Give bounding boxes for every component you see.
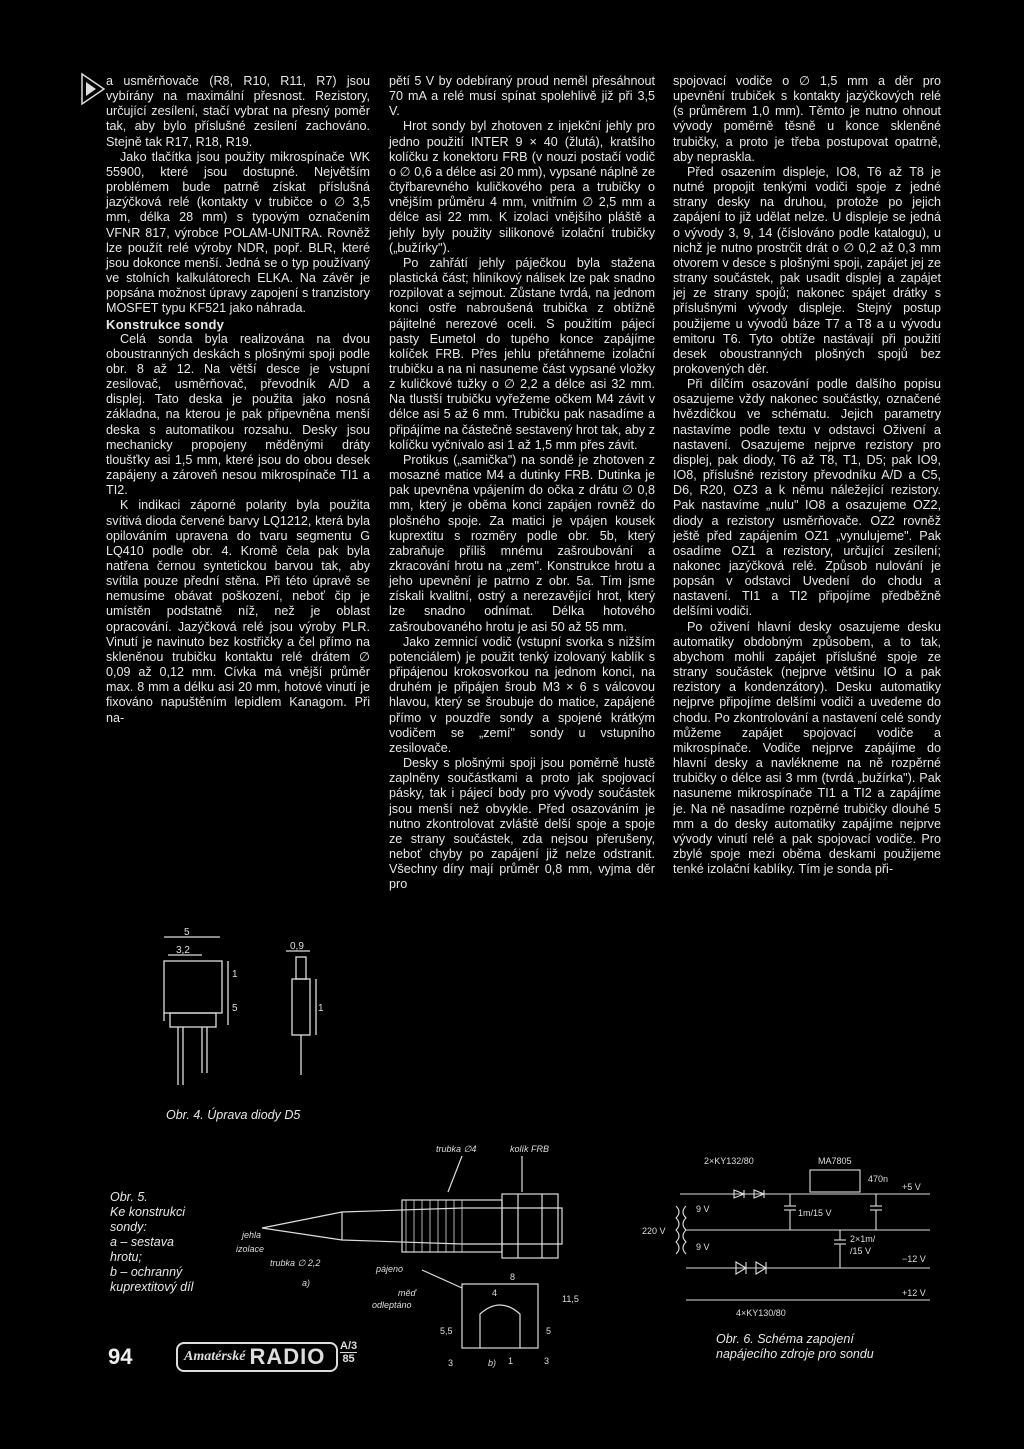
issue-number [340,1340,357,1365]
fig5-label: měď [398,1288,417,1298]
corner-mark-icon [80,72,106,106]
fig5-label: izolace [236,1244,265,1254]
magazine-logo [176,1342,338,1372]
dim-label: 1 [232,969,238,980]
paragraph: K indikaci záporné polarity byla použita svítivá dioda červené barvy LQ1212, která byla opilováním upravena do tvaru segmentu G LQ410 podle obr. 4. Kromě čela pak byla natřena černou syntetickou barvou tak, aby svítila pouze přední stěna. Při této úpravě se nemusíme obávat poškození, neboť čip je umístěn podstatně níž, než je oblast opracování. Jazýčková relé jsou výroby PLR. Vinutí je navinuto bez kostřičky a čel přímo na skleněnou trubičku kontaktu relé drátem ∅ 0,09 až 0,12 mm. Cívka má vnější průměr max. 8 mm a délku asi 20 mm, hotové vinutí je fixováno napuštěním lepidlem Kanagom. Při na- [106,498,370,725]
fig5-label: 4 [492,1288,498,1298]
fig6-label: +12 V [902,1288,926,1298]
fig6-label: MA7805 [818,1156,852,1166]
fig5-label: trubka ∅4 [436,1144,477,1154]
fig5-label: kolík FRB [510,1144,550,1154]
dim-label: 3,2 [176,945,190,956]
paragraph: Desky s plošnými spoji jsou poměrně hustě zaplněny součástkami a proto jak spojovací pásky, tak i pájecí body pro vývody součástek jsou menší než obvykle. Před osazováním je nutno zkontrolovat zvláště delší spoje a spoje ze strany součástek, zda nejsou přerušeny, neboť chyby po zapájení již nelze odstranit. Všechny díry mají průměr 0,8 mm, vyjma děr pro [389,756,655,892]
fig5-label: 11,5 [562,1294,579,1304]
figure-4-caption: Obr. 4. Úprava diody D5 [166,1108,301,1122]
fig5-label: 1 [508,1356,514,1366]
figure-5-caption [110,1190,193,1295]
dim-label: 0,9 [290,941,304,952]
caption-line: kuprextitový díl [110,1280,194,1294]
dim-label: 5 [184,927,190,938]
fig6-label: +5 V [902,1182,921,1192]
fig6-label: /15 V [850,1246,872,1256]
paragraph: Jako tlačítka jsou použity mikrospínače WK 55900, které jsou dostupné. Největším problémem bude patrně získat příslušná jazýčková relé (kontakty v trubičce o ∅ 3,5 mm, délka 28 mm) s typovým označením VFNR 817, výrobce POLAM-UNITRA. Rovněž lze použít relé výroby NDR, popř. BLR, které jsou dokonce menší. Jedná se o typ používaný ve stolních kalkulátorech ELKA. Na závěr je popsána možnost úpravy zapojení s tranzistory MOSFET typu KF521 jako náhrada. [106,149,370,316]
fig6-label: 2×KY132/80 [704,1156,754,1166]
paragraph: a usměrňovače (R8, R10, R11, R7) jsou vybírány na maximální přesnost. Rezistory, určující zesílení, stačí vybrat na přesný poměr tak, aby bylo příslušné zesílení zachováno. Stejně tak R17, R18, R19. [106,74,370,149]
paragraph: Celá sonda byla realizována na dvou oboustranných deskách s plošnými spoji podle obr. 8 až 12. Na větší desce je vstupní zesilovač, usměrňovač, převodník A/D a displej. Tato deska je použita jako nosná základna, na kterou je pak připevněna menší deska s automatikou rozsahu. Desky jsou mechanicky propojeny měděnými dráty tloušťky asi 1,5 mm, které jsou do obou desek zapájeny a zároveň nesou mikrospínače TI1 a TI2. [106,331,370,498]
dim-label: 1 [318,1003,324,1014]
fig5-label: 8 [510,1272,516,1282]
figure-4-drawing [150,925,330,1105]
caption-line: sondy: [110,1220,147,1234]
issue-bottom: 85 [340,1352,357,1365]
fig6-label: 4×KY130/80 [736,1308,786,1318]
caption-line: hrotu; [110,1250,142,1264]
paragraph: Před osazením displeje, IO8, T6 až T8 je nutné propojit tenkými vodiči spoje z jedné strany desky na druhou, protože po jejich zapájení to již udělat nelze. U displeje se jedná o vývody 3, 9, 14 (číslováno podle katalogu), u nichž je nutno prostrčit drát o ∅ 0,2 až 0,3 mm otvorem v desce s plošnými spoji, zapájet jej ze strany součástek, pak usadit displej a zapájet jej ze strany spojů; nakonec spájet drátky s příslušnými vývody displeje. Stejný postup použijeme u vývodů báze T7 a T8 a u vývodu emitoru T6. Tyto obtíže nastávají při použití desek oboustranných plošných spojů bez prokovených děr. [673,164,941,376]
caption-line: Obr. 5. [110,1190,148,1204]
fig6-label: 9 V [696,1242,710,1252]
logo-word: RADIO [249,1344,326,1369]
figure-6-schematic [640,1150,940,1330]
fig5-label: 3 [448,1358,454,1368]
figure-6-caption [716,1332,874,1362]
fig5-label: a) [302,1278,311,1288]
fig5-label: b) [488,1358,497,1368]
column-1 [106,74,370,726]
fig6-label: 9 V [696,1204,710,1214]
caption-line: Ke konstrukci [110,1205,186,1219]
page-number: 94 [108,1344,133,1369]
caption-line: b – ochranný [110,1265,183,1279]
paragraph: Po zahřátí jehly páječkou byla stažena plastická část; hliníkový nálisek lze pak snadno rozpilovat a sejmout. Zůstane tvrdá, na jednom konci ostře nabroušená trubička z obtížně pájitelné nerezové oceli. S použitím pájecí pasty Eumetol do tupého konce zapájíme kolíček FRB. Přes jehlu přetáhneme izolační trubičku a na ni nasuneme část vypsané vložky z kuličkové tužky o ∅ 2,2 a délce asi 32 mm. Na tlustší trubičku vyřežeme očkem M4 závit v délce asi 5 až 6 mm. Trubičku pak nasadíme a připájíme na částečně sestavený hrot tak, aby z kolíčku vyčnívalo asi 1 až 1,5 mm přes závit. [389,255,656,452]
fig5-label: trubka ∅ 2,2 [270,1258,321,1268]
issue-top: A/3 [340,1340,358,1352]
paragraph: Při dílčím osazování podle dalšího popisu osazujeme vždy nakonec součástky, označené hvězdičkou ve schématu. Jejich parametry nastavíme podle textu v odstavci Oživení a nastavení. Osazujeme nejprve rezistory pro displej, pak diody, T6 až T8, T1, D5; pak IO9, IO8, příslušné rezistory převodníku A/D a C5, D6, R20, OZ3 a k němu náležející rezistory. Pak nastavíme „nulu" IO8 a osazujeme OZ2, diody a rezistory usměrňovače. OZ2 rovněž ještě před zapájením OZ1 „vynulujeme". Pak osadíme OZ1 a rezistory, určující zesílení; nakonec jazýčková relé. Způsob nulování je popsán v odstavci Uvedení do chodu a nastavení. TI1 a TI2 připojíme předběžně delšími vodiči. [673,377,941,619]
fig5-label: odleptáno [372,1300,412,1310]
fig6-label: 2×1m/ [850,1234,876,1244]
section-heading: Konstrukce sondy [106,316,225,332]
fig6-label: −12 V [902,1254,926,1264]
caption-line: napájecího zdroje pro sondu [716,1347,874,1361]
paragraph: spojovací vodiče o ∅ 1,5 mm a děr pro upevnění trubiček s kontakty jazýčkových relé (s průměrem 1,0 mm). Těmto je nutno ohnout vývody poměrně těsně u konce skleněné trubičky, a proto je třeba postupovat opatrně, aby nepraskla. [673,74,941,164]
paragraph: Jako zemnicí vodič (vstupní svorka s nižším potenciálem) je použit tenký izolovaný kablík s připájenou krokosvorkou na jednom konci, na druhém je připájen šroub M3 × 6 s válcovou hlavou, který se šroubuje do matice, zapájené přímo v pouzdře sondy a spojené krátkým vodičem se „zemí" sondy u vstupního zesilovače. [389,634,655,755]
fig5-label: jehla [242,1230,262,1240]
paragraph: pětí 5 V by odebíraný proud neměl přesáhnout 70 mA a relé musí spínat spolehlivě již při 3,5 V. [389,74,655,119]
fig5-label: 5 [546,1326,552,1336]
fig6-label: 1m/15 V [798,1208,832,1218]
fig6-label: 220 V [642,1226,666,1236]
paragraph: Protikus („samička") na sondě je zhotoven z mosazné matice M4 a dutinky FRB. Dutinka je pak upevněna vpájením do očka z drátu ∅ 0,8 mm, který je oběma konci zapájen rovněž do plošného spoje. Za matici je vpájen kousek kuprextitu s rozměry podle obr. 5b, který zabraňuje příliš mnému zašroubování a zkracování hrotu na „zem". Konstrukce hrotu a jeho upevnění je patrno z obr. 5a. Tím jsme získali kvalitní, ostrý a nerezavějící hrot, který lze snadno odnímat. Délka hotového zašroubovaného hrotu je asi 50 až 55 mm. [389,452,655,634]
logo-script: Amatérské [184,1349,246,1364]
dim-label: 5 [232,1003,238,1014]
fig5-label: pájeno [376,1264,404,1274]
column-2 [389,74,655,892]
column-3 [673,74,941,877]
fig6-label: 470n [868,1174,889,1184]
paragraph: Po oživení hlavní desky osazujeme desku automatiky obdobným způsobem, a to tak, abychom mohli zapájet příslušné spoje ze strany součástek (nejprve většinu IO a pak rezistory a kondenzátory). Desku automatiky nejprve připojíme delšími vodiči a uvedeme do chodu. Po zkontrolování a nastavení celé sondy můžeme zapájet spojovací vodiče a mikrospínače. Vodiče nejprve zapájíme do hlavní desky a navlékneme na ně rozpěrné trubičky o délce asi 3 mm (tvrdá „bužírka"). Pak nasuneme mikrospínače TI1 a TI2 a zapájíme je. Na ně nasadíme rozpěrné trubičky dlouhé 5 mm a do desky automatiky zapájíme nejprve vývody vinutí relé a pak spojovací vodiče. Pro zbylé spoje mezi oběma deskami použijeme tenké izolační kablíky. Tím je sonda při- [673,619,941,877]
paragraph: Hrot sondy byl zhotoven z injekční jehly pro jedno použití INTER 9 × 40 (žlutá), kratšího kolíčku z konektoru FRB (v nouzi postačí vodič o ∅ 0,6 a délce asi 20 mm), vypsané náplně ze čtyřbarevného kuličkového pera a trubičky o vnějším průměru 4 mm, vnitřním ∅ 2,5 mm a délce asi 22 mm. K izolaci vnějšího pláště a jehly byly použity silikonové izolační trubičky („bužírky"). [389,119,655,255]
caption-line: Obr. 6. Schéma zapojení [716,1332,854,1346]
fig5-label: 3 [544,1356,550,1366]
fig5-label: 5,5 [440,1326,453,1336]
caption-line: a – sestava [110,1235,174,1249]
